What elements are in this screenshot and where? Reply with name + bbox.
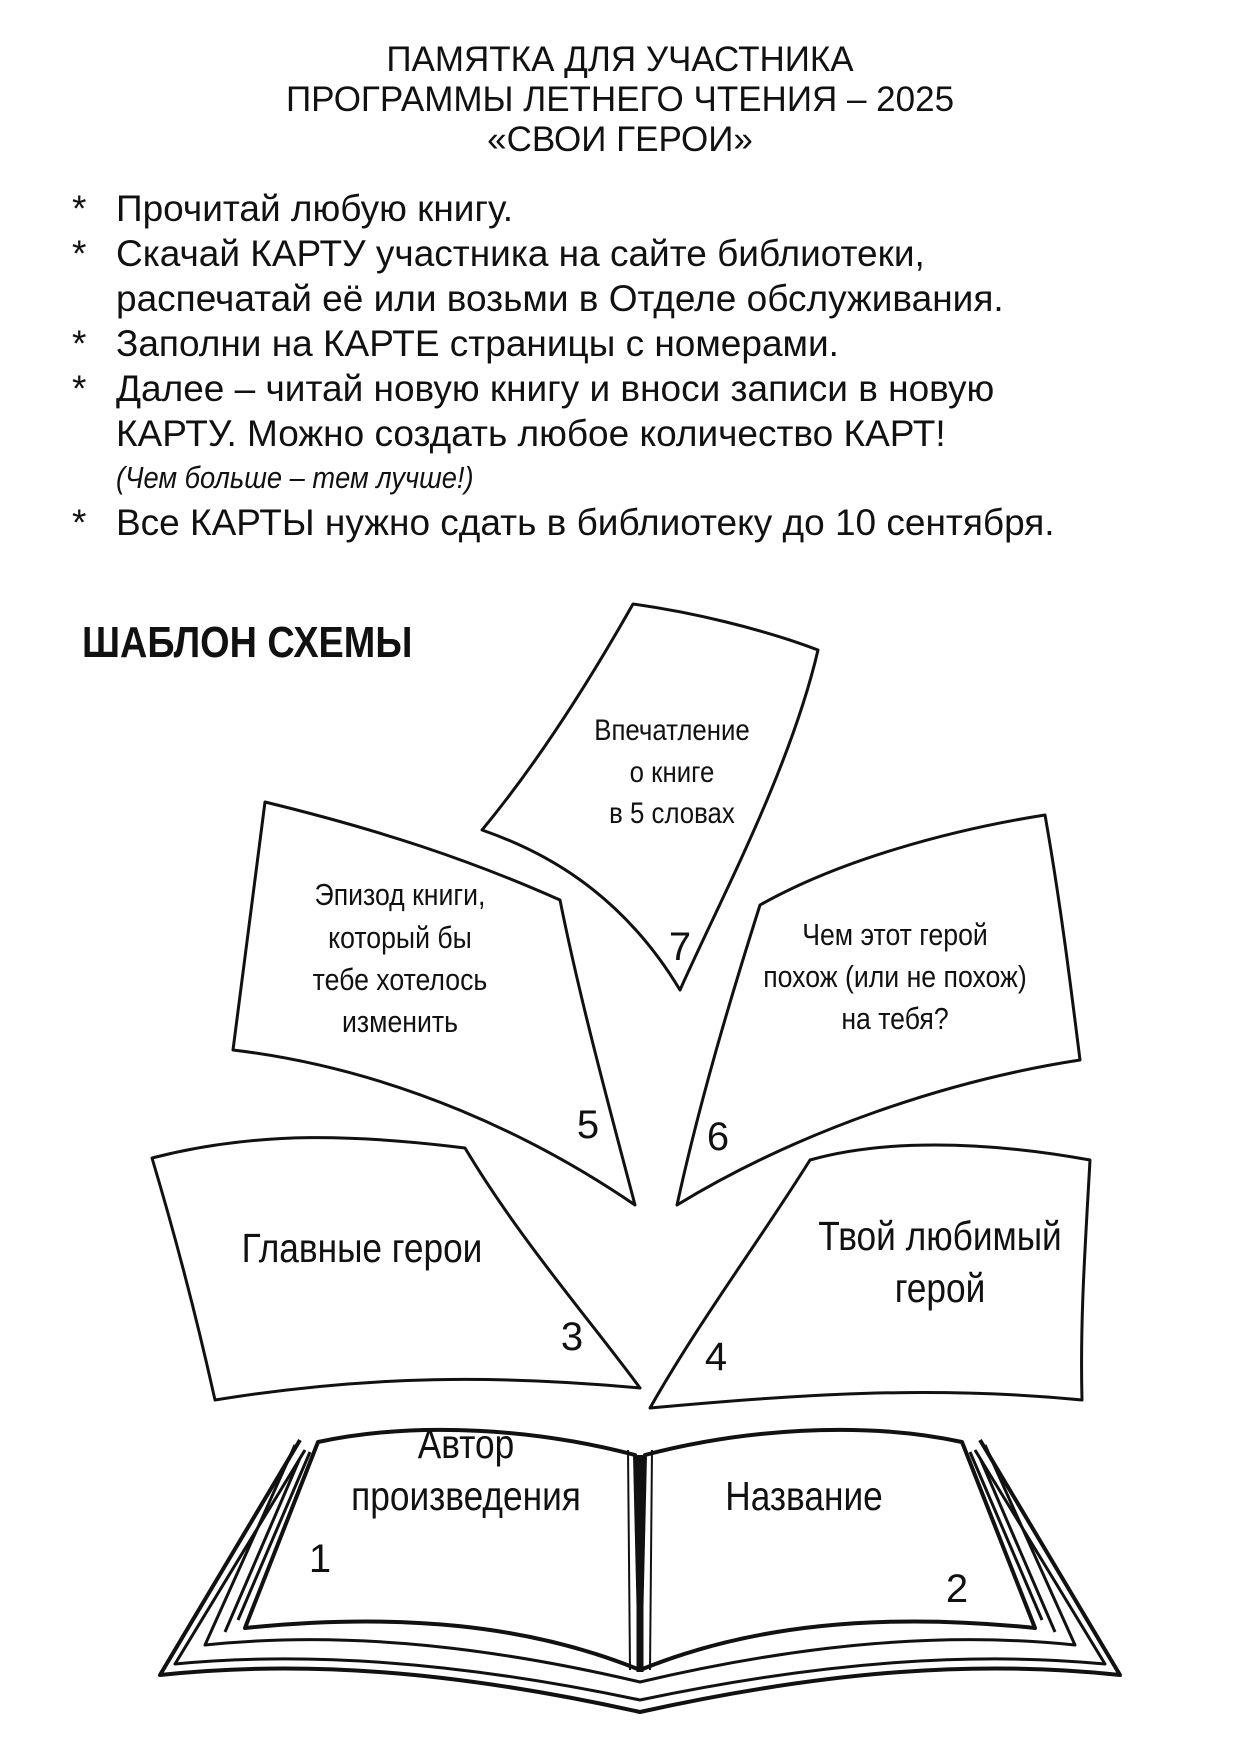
rule-text: Далее – читай новую книгу и вноси записи в новую	[116, 368, 995, 409]
open-book	[160, 1430, 1120, 1712]
rule-text: Заполни на КАРТЕ страницы с номерами.	[116, 323, 839, 364]
bullet-star: *	[72, 233, 87, 274]
memo-title-line-1: ПАМЯТКА ДЛЯ УЧАСТНИКА	[386, 40, 854, 79]
rule-text: Все КАРТЫ нужно сдать в библиотеку до 10 сентября.	[116, 502, 1055, 543]
rule-note: (Чем больше – тем лучше!)	[116, 460, 474, 495]
rule-text-continued: КАРТУ. Можно создать любое количество КАРТ!	[116, 413, 946, 454]
page-6-number: 6	[706, 1115, 730, 1159]
page-2-label: Название	[725, 1473, 883, 1520]
bullet-star: *	[72, 368, 87, 409]
page-5-number: 5	[576, 1103, 600, 1147]
page-5-line-4: изменить	[342, 1005, 458, 1040]
page-4-line-2: герой	[894, 1265, 986, 1312]
page-3-label: Главные герои	[241, 1225, 483, 1272]
page-1-line-1: Автор	[417, 1421, 515, 1468]
page-5-line-3: тебе хотелось	[312, 963, 488, 998]
page-6-line-3: на тебя?	[841, 1002, 949, 1037]
page-6-line-2: похож (или не похож)	[763, 960, 1027, 995]
page-5-line-1: Эпизод книги,	[314, 878, 486, 913]
page-7-line-3: в 5 словах	[609, 796, 735, 830]
page-7-line-2: о книге	[629, 755, 715, 789]
bullet-star: *	[72, 188, 87, 229]
page-7-number: 7	[668, 925, 692, 969]
rule-text: Скачай КАРТУ участника на сайте библиотеки,	[116, 233, 925, 274]
memo-title-line-3: «СВОИ ГЕРОИ»	[487, 120, 753, 159]
page-5-line-2: который бы	[328, 921, 472, 956]
page-1-number: 1	[308, 1537, 332, 1581]
page-3-number: 3	[560, 1315, 584, 1359]
rule-text-continued: распечатай её или возьми в Отделе обслуживания.	[116, 278, 1004, 319]
bullet-star: *	[72, 502, 87, 543]
page-4-number: 4	[704, 1335, 728, 1379]
rule-text: Прочитай любую книгу.	[116, 188, 514, 229]
scheme-title: ШАБЛОН СХЕМЫ	[82, 618, 413, 667]
memo-title-line-2: ПРОГРАММЫ ЛЕТНЕГО ЧТЕНИЯ – 2025	[285, 80, 955, 119]
bullet-star: *	[72, 323, 87, 364]
page-1-line-2: произведения	[351, 1473, 581, 1520]
page-2-number: 2	[945, 1567, 969, 1611]
page-4-line-1: Твой любимый	[818, 1213, 1062, 1260]
page-6-line-1: Чем этот герой	[802, 918, 988, 953]
page-7-line-1: Впечатление	[594, 713, 750, 747]
